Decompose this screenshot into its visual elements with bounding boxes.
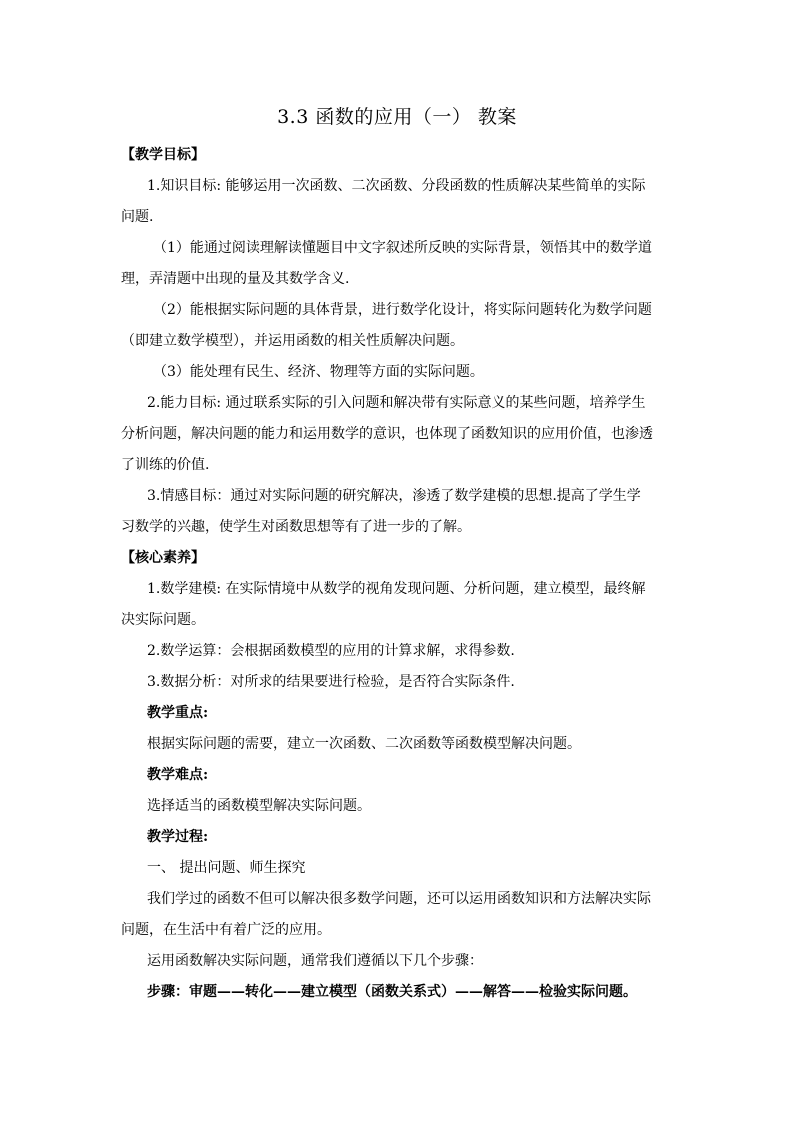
paragraph-text: （1）能通过阅读理解读懂题目中文字叙述所反映的实际背景，领悟其中的数学道 bbox=[153, 240, 652, 256]
paragraph-text: 分析问题，解决问题的能力和运用数学的意识，也体现了函数知识的应用价值，也渗透 bbox=[121, 426, 653, 442]
paragraph-text: 2.数学运算：会根据函数模型的应用的计算求解，求得参数. bbox=[147, 643, 515, 659]
paragraph-text: 习数学的兴趣，使学生对函数思想等有了进一步的了解。 bbox=[121, 519, 471, 535]
heading-teaching-process: 教学过程: bbox=[147, 829, 209, 845]
paragraph-text: （即建立数学模型），并运用函数的相关性质解决问题。 bbox=[121, 333, 464, 349]
paragraph-text: 3.数据分析：对所求的结果要进行检验，是否符合实际条件. bbox=[147, 674, 515, 690]
heading-key-points: 教学重点: bbox=[147, 705, 209, 721]
paragraph-text: （3）能处理有民生、经济、物理等方面的实际问题。 bbox=[153, 364, 484, 380]
paragraph-text: 理，弄清题中出现的量及其数学含义. bbox=[121, 271, 350, 287]
paragraph-text: 3.情感目标：通过对实际问题的研究解决，渗透了数学建模的思想.提高了学生学 bbox=[147, 488, 641, 504]
document-title: 3.3 函数的应用（一） 教案 bbox=[277, 106, 517, 128]
heading-difficult-points: 教学难点: bbox=[147, 767, 209, 783]
paragraph-text: 问题. bbox=[121, 209, 154, 225]
paragraph-text: 运用函数解决实际问题，通常我们遵循以下几个步骤： bbox=[147, 953, 483, 969]
paragraph-text: 2.能力目标: 通过联系实际的引入问题和解决带有实际意义的某些问题，培养学生 bbox=[147, 395, 646, 411]
paragraph-text: 了训练的价值. bbox=[121, 457, 210, 473]
paragraph-text: 选择适当的函数模型解决实际问题。 bbox=[147, 798, 371, 814]
paragraph-text: （2）能根据实际问题的具体背景，进行数学化设计，将实际问题转化为数学问题 bbox=[153, 302, 652, 318]
steps-summary: 步骤：审题——转化——建立模型（函数关系式）——解答——检验实际问题。 bbox=[147, 984, 637, 1000]
paragraph-text: 问题，在生活中有着广泛的应用。 bbox=[121, 922, 331, 938]
paragraph-text: 根据实际问题的需要，建立一次函数、二次函数等函数模型解决问题。 bbox=[147, 736, 581, 752]
paragraph-text: 一、 提出问题、师生探究 bbox=[147, 860, 306, 876]
paragraph-text: 决实际问题。 bbox=[121, 612, 205, 628]
paragraph-text: 1.知识目标: 能够运用一次函数、二次函数、分段函数的性质解决某些简单的实际 bbox=[147, 178, 646, 194]
section-heading-core-literacy: 【核心素养】 bbox=[121, 550, 205, 566]
section-heading-teaching-goals: 【教学目标】 bbox=[121, 147, 205, 163]
paragraph-text: 我们学过的函数不但可以解决很多数学问题，还可以运用函数知识和方法解决实际 bbox=[147, 891, 651, 907]
paragraph-text: 1.数学建模: 在实际情境中从数学的视角发现问题、分析问题，建立模型，最终解 bbox=[147, 581, 646, 597]
